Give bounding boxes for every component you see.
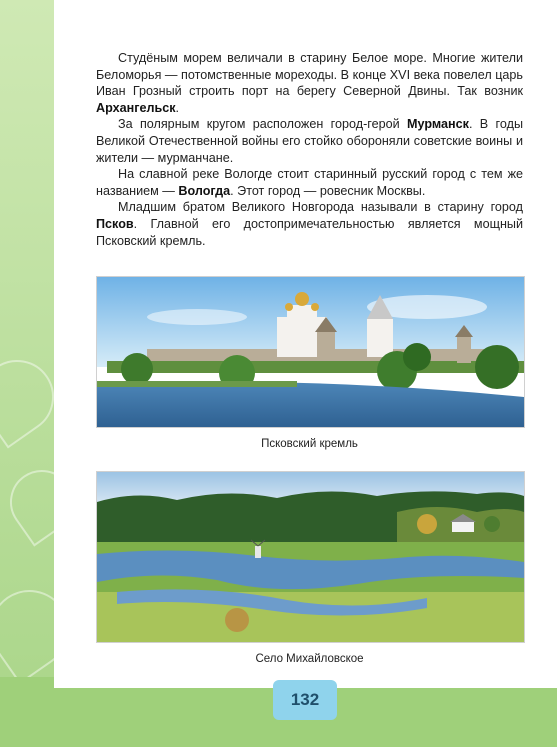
city-name-murmansk: Мурманск (407, 117, 469, 132)
city-name-vologda: Вологда (178, 183, 231, 198)
textbook-page (54, 0, 557, 688)
paragraph: Младшим братом Великого Новгорода называли в старину город Псков. Главной его достопримечательностью является мощный Псковский кремль. (96, 200, 523, 248)
photo-caption: Село Михайловское (255, 653, 364, 665)
village-landscape-photo (96, 471, 525, 643)
paragraph: Студёным морем величали в старину Белое море. Многие жители Беломорья — потомственные мореходы. В конце XVI века повелел царь Иван Грозный строить порт на берегу Северной Двины. Так возник Архангельск. (96, 51, 523, 115)
page-number: 132 (273, 680, 337, 720)
photo-caption: Псковский кремль (261, 438, 358, 450)
city-name-pskov: Псков (96, 216, 134, 231)
city-name-arkhangelsk: Архангельск (96, 100, 176, 115)
main-text (96, 50, 523, 249)
kremlin-photo (96, 276, 525, 428)
paragraph: За полярным кругом расположен город-герой Мурманск. В годы Великой Отечественной войны его стойко обороняли советские воины и жители — мурманчане. (96, 117, 524, 165)
paragraph: На славной реке Вологде стоит старинный русский город с тем же названием — Вологда. Этот город — ровесник Москвы. (96, 167, 523, 198)
